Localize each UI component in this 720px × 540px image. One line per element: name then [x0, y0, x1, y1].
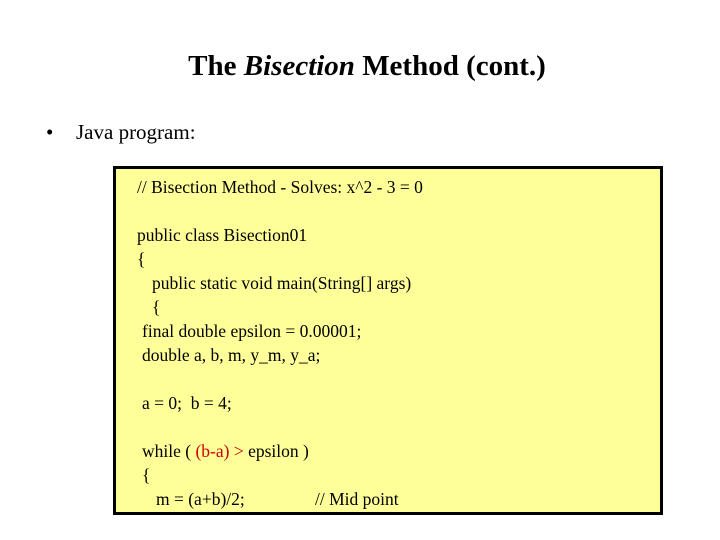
code-line-midpoint: m = (a+b)/2; — [156, 489, 245, 509]
bullet-text: Java program: — [76, 120, 196, 144]
code-line-comment-header: // Bisection Method - Solves: x^2 - 3 = 0 — [137, 177, 423, 197]
bullet-marker: • — [46, 120, 54, 144]
while-condition-highlight: (b-a) > — [195, 441, 244, 461]
code-line-while-brace: { — [142, 465, 151, 485]
code-line-while — [142, 439, 309, 463]
code-line-vars: double a, b, m, y_m, y_a; — [142, 345, 321, 365]
title-prefix: The — [188, 50, 244, 82]
while-prefix: while ( — [142, 441, 196, 461]
code-block — [113, 166, 663, 515]
code-line-main-brace: { — [152, 297, 161, 317]
title-emphasis: Bisection — [243, 50, 355, 82]
code-line-main-decl: public static void main(String[] args) — [152, 273, 412, 293]
bullet-item — [46, 117, 196, 147]
title-suffix: Method (cont.) — [354, 50, 546, 82]
code-line-class-decl: public class Bisection01 — [137, 225, 308, 245]
code-line-midpoint-comment: // Mid point — [315, 489, 399, 509]
while-suffix: epsilon ) — [243, 441, 309, 461]
code-line-init: a = 0; b = 4; — [142, 393, 232, 413]
code-line-epsilon: final double epsilon = 0.00001; — [142, 321, 362, 341]
code-line-open-brace: { — [137, 249, 146, 269]
slide-title — [0, 44, 720, 88]
